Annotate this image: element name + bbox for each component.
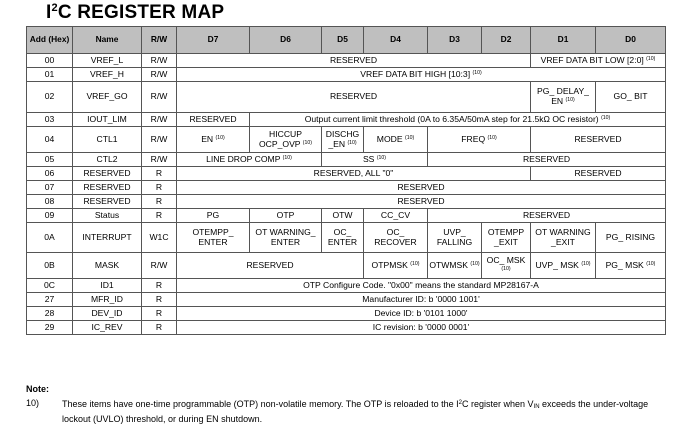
register-name: CTL2 [73, 153, 142, 167]
register-name: MFR_ID [73, 293, 142, 307]
register-access: R [142, 209, 177, 223]
col-header-name: Name [73, 27, 142, 54]
table-row [27, 209, 666, 223]
register-field [177, 113, 250, 127]
register-field [531, 82, 596, 113]
col-header-d2: D2 [482, 27, 531, 54]
register-field [177, 167, 531, 181]
register-address: 03 [27, 113, 73, 127]
register-name: DEV_ID [73, 307, 142, 321]
register-field [531, 253, 596, 279]
register-field [177, 181, 666, 195]
footnote-ref: (10) [472, 69, 482, 76]
register-field [596, 223, 666, 253]
field-label: OT WARNING_ ENTER [255, 226, 316, 247]
field-label: UVP_ FALLING [436, 226, 473, 247]
register-address: 27 [27, 293, 73, 307]
register-access: R [142, 181, 177, 195]
register-field [322, 223, 364, 253]
register-field [364, 209, 428, 223]
field-label: RESERVED [574, 167, 622, 178]
table-row [27, 54, 666, 68]
register-access: R [142, 167, 177, 181]
field-label: RESERVED [246, 259, 294, 270]
register-field [428, 253, 482, 279]
register-name: RESERVED [73, 195, 142, 209]
field-label: VREF DATA BIT LOW [2:0] [540, 54, 644, 65]
field-label: RESERVED [522, 153, 571, 164]
page-title: $I^2C$ REGISTER MAP [46, 2, 225, 23]
register-access: R [142, 293, 177, 307]
register-field [428, 209, 666, 223]
field-label: CC_CV [380, 209, 411, 220]
footnote-ref: (10) [347, 139, 357, 146]
register-address: 02 [27, 82, 73, 113]
register-name: VREF_H [73, 68, 142, 82]
table-row [27, 279, 666, 293]
table-row [27, 167, 666, 181]
field-label: FREQ [461, 133, 486, 144]
register-field [177, 195, 666, 209]
note-number: 10) [26, 398, 40, 408]
table-row [27, 321, 666, 335]
register-access: R/W [142, 153, 177, 167]
register-access: R [142, 279, 177, 293]
footnote-ref: (10) [501, 265, 511, 272]
register-field [364, 223, 428, 253]
register-access: R/W [142, 54, 177, 68]
register-field [177, 321, 666, 335]
register-map-table [26, 26, 666, 335]
field-label: IC revision: b '0000 0001' [372, 321, 470, 332]
footnote-ref: (10) [282, 154, 292, 161]
note-10 [26, 398, 666, 425]
field-label: Device ID: b '0101 1000' [374, 307, 468, 318]
register-access: R [142, 321, 177, 335]
field-label: VREF DATA BIT HIGH [10:3] [360, 68, 471, 79]
footnote-ref: (10) [646, 55, 656, 62]
col-header-d7: D7 [177, 27, 250, 54]
register-field [250, 209, 322, 223]
register-access: R [142, 195, 177, 209]
register-field [177, 82, 531, 113]
register-field [596, 82, 666, 113]
footnote-ref: (10) [470, 260, 480, 267]
field-label: RESERVED [397, 181, 445, 192]
register-name: IC_REV [73, 321, 142, 335]
note-text: These items have one-time programmable (OTP) non-volatile memory. The OTP is reloaded to the $I^2C$ register when $V_{IN}$ exceeds the under-voltage lockout (UVLO) threshold, or during EN shutdown. [62, 399, 649, 424]
footnote-ref: (10) [565, 97, 575, 103]
register-access: W1C [142, 223, 177, 253]
register-field [428, 153, 666, 167]
field-label: DISCHG _EN [325, 128, 360, 149]
field-label: OTW [332, 209, 353, 220]
register-address: 0B [27, 253, 73, 279]
field-label: SS [362, 153, 375, 164]
table-row [27, 253, 666, 279]
register-address: 06 [27, 167, 73, 181]
register-field [177, 153, 322, 167]
footnote-ref: (10) [487, 134, 497, 141]
register-field [482, 223, 531, 253]
field-label: PG [206, 209, 220, 220]
register-name: Status [73, 209, 142, 223]
register-field [322, 153, 428, 167]
footnote-ref: (10) [646, 260, 656, 267]
col-header-d5: D5 [322, 27, 364, 54]
field-label: RESERVED [329, 91, 378, 102]
field-label: OC_ MSK [486, 254, 526, 265]
register-field [177, 68, 666, 82]
field-label: OTEMPP_ ENTER [192, 226, 234, 247]
col-header-addr: Add (Hex) [27, 27, 73, 54]
register-access: R/W [142, 68, 177, 82]
register-field [250, 223, 322, 253]
register-field [364, 253, 428, 279]
field-label: Manufacturer ID: b '0000 1001' [362, 293, 480, 304]
field-label: EN [201, 133, 214, 144]
register-address: 00 [27, 54, 73, 68]
register-address: 08 [27, 195, 73, 209]
register-access: R/W [142, 113, 177, 127]
footnote-ref: (10) [601, 114, 611, 121]
field-label: OTEMPP _EXIT [487, 226, 525, 247]
field-label: RESERVED, ALL "0" [313, 167, 394, 178]
footnote-ref: (10) [581, 260, 591, 267]
field-label: OTWMSK [429, 259, 469, 270]
field-label: OTP [276, 209, 295, 220]
register-address: 04 [27, 127, 73, 153]
footnote-ref: (10) [302, 139, 313, 146]
field-label: OT WARNING _EXIT [535, 226, 591, 247]
register-access: R [142, 307, 177, 321]
field-label: LINE DROP COMP [206, 153, 281, 164]
register-field [177, 293, 666, 307]
table-row [27, 113, 666, 127]
table-row [27, 82, 666, 113]
field-label: UVP_ MSK [535, 259, 579, 270]
register-address: 0C [27, 279, 73, 293]
register-access: R/W [142, 253, 177, 279]
register-field [322, 127, 364, 153]
table-row [27, 68, 666, 82]
col-header-d4: D4 [364, 27, 428, 54]
register-address: 07 [27, 181, 73, 195]
register-address: 28 [27, 307, 73, 321]
register-field [250, 113, 666, 127]
register-name: IOUT_LIM [73, 113, 142, 127]
header-row [27, 27, 666, 54]
register-field [482, 253, 531, 279]
field-label: OC_ ENTER [327, 226, 358, 247]
footnote-ref: (10) [404, 134, 415, 141]
register-address: 0A [27, 223, 73, 253]
register-field [177, 209, 250, 223]
footnote-ref: (10) [410, 260, 420, 267]
table-row [27, 307, 666, 321]
register-name: VREF_GO [73, 82, 142, 113]
register-field [531, 54, 666, 68]
field-label: RESERVED [189, 113, 237, 124]
register-field [428, 127, 531, 153]
field-label: RESERVED [522, 209, 571, 220]
field-label: RESERVED [397, 195, 445, 206]
register-name: ID1 [73, 279, 142, 293]
col-header-d1: D1 [531, 27, 596, 54]
footnote-ref: (10) [376, 154, 387, 161]
register-field [177, 223, 250, 253]
col-header-d3: D3 [428, 27, 482, 54]
register-address: 01 [27, 68, 73, 82]
field-label: OTP Configure Code. "0x00" means the standard MP28167-A [303, 279, 539, 290]
register-field [177, 127, 250, 153]
table-row [27, 127, 666, 153]
field-label: PG_ DELAY_ EN [537, 86, 589, 106]
register-name: CTL1 [73, 127, 142, 153]
notes-heading: Note: [26, 384, 49, 394]
register-field [177, 54, 531, 68]
field-label: RESERVED [574, 133, 622, 144]
register-field [364, 127, 428, 153]
table-row [27, 153, 666, 167]
register-field [322, 209, 364, 223]
register-rows [27, 54, 666, 335]
register-name: MASK [73, 253, 142, 279]
register-name: INTERRUPT [73, 223, 142, 253]
register-field [428, 223, 482, 253]
col-header-rw: R/W [142, 27, 177, 54]
register-field [531, 223, 596, 253]
register-name: RESERVED [73, 167, 142, 181]
register-access: R/W [142, 82, 177, 113]
col-header-d0: D0 [596, 27, 666, 54]
register-name: RESERVED [73, 181, 142, 195]
field-label: MODE [376, 133, 403, 144]
register-field [177, 307, 666, 321]
table-row [27, 223, 666, 253]
table-row [27, 181, 666, 195]
register-address: 05 [27, 153, 73, 167]
field-label: HICCUP OCP_OVP [258, 128, 302, 149]
register-address: 09 [27, 209, 73, 223]
table-row [27, 293, 666, 307]
register-field [177, 279, 666, 293]
field-label: OTPMSK [371, 259, 408, 270]
field-label: Output current limit threshold (0A to 6.35A/50mA step for 21.5kΩ OC resistor) [304, 113, 599, 124]
register-field [531, 127, 666, 153]
register-field [177, 253, 364, 279]
field-label: OC_ RECOVER [374, 226, 417, 247]
field-label: PG_ RISING [605, 231, 656, 242]
register-field [250, 127, 322, 153]
field-label: PG_ MSK [605, 259, 644, 270]
register-access: R/W [142, 127, 177, 153]
field-label: GO_ BIT [613, 91, 648, 102]
register-field [531, 167, 666, 181]
register-field [596, 253, 666, 279]
col-header-d6: D6 [250, 27, 322, 54]
register-name: VREF_L [73, 54, 142, 68]
table-row [27, 195, 666, 209]
field-label: RESERVED [329, 54, 378, 65]
register-address: 29 [27, 321, 73, 335]
footnote-ref: (10) [215, 134, 225, 141]
